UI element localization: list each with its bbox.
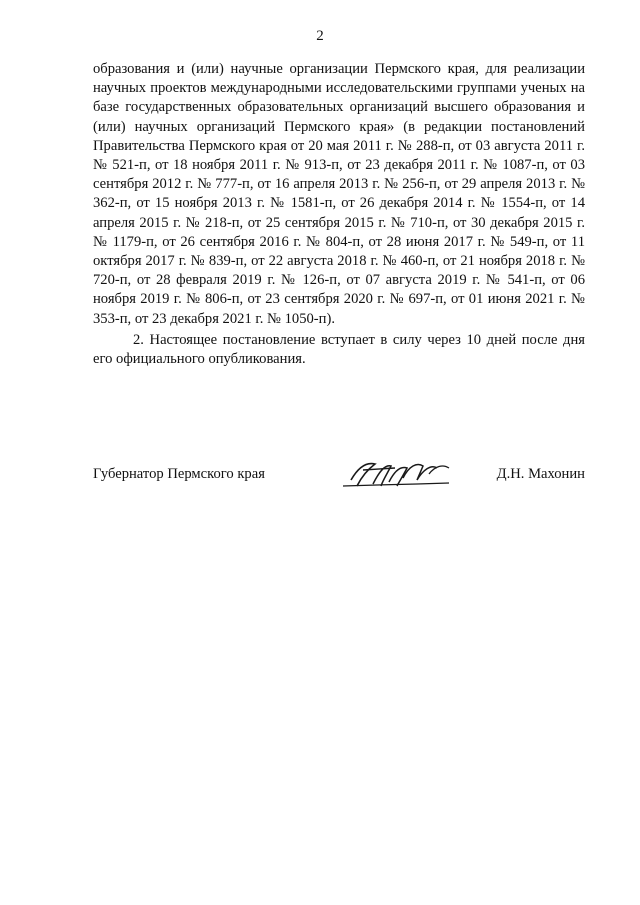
paragraph-2: 2. Настоящее постановление вступает в силу через 10 дней после дня его официального опубликования. (93, 331, 585, 368)
document-body (93, 60, 585, 369)
paragraph-1: образования и (или) научные организации Пермского края, для реализации научных проектов международными исследовательскими группами ученых на базе государственных образовательных организаций высшего образования и (или) научных организаций Пермского края» (в редакции постановлений Правительства Пермского края от 20 мая 2011 г. № 288-п, от 03 августа 2011 г. № 521-п, от 18 ноября 2011 г. № 913-п, от 23 декабря 2011 г. № 1087-п, от 03 сентября 2012 г. № 777-п, от 16 апреля 2013 г. № 256-п, от 29 апреля 2013 г. № 362-п, от 15 ноября 2013 г. № 1581-п, от 26 декабря 2014 г. № 1554-п, от 14 апреля 2015 г. № 218-п, от 25 сентября 2015 г. № 710-п, от 30 декабря 2015 г. № 1179-п, от 26 сентября 2016 г. № 804-п, от 28 июня 2017 г. № 549-п, от 11 октября 2017 г. № 839-п, от 22 августа 2018 г. № 460-п, от 21 ноября 2018 г. № 720-п, от 28 февраля 2019 г. № 126-п, от 07 августа 2019 г. № 541-п, от 06 ноября 2019 г. № 806-п, от 23 сентября 2020 г. № 697-п, от 01 июня 2021 г. № 353-п, от 23 декабря 2021 г. № 1050-п). (93, 61, 585, 327)
signatory-title: Губернатор Пермского края (93, 466, 265, 482)
signatory-name: Д.Н. Махонин (496, 466, 585, 482)
signature-block (93, 462, 585, 502)
page-number: 2 (316, 28, 324, 44)
handwritten-signature (337, 456, 457, 492)
